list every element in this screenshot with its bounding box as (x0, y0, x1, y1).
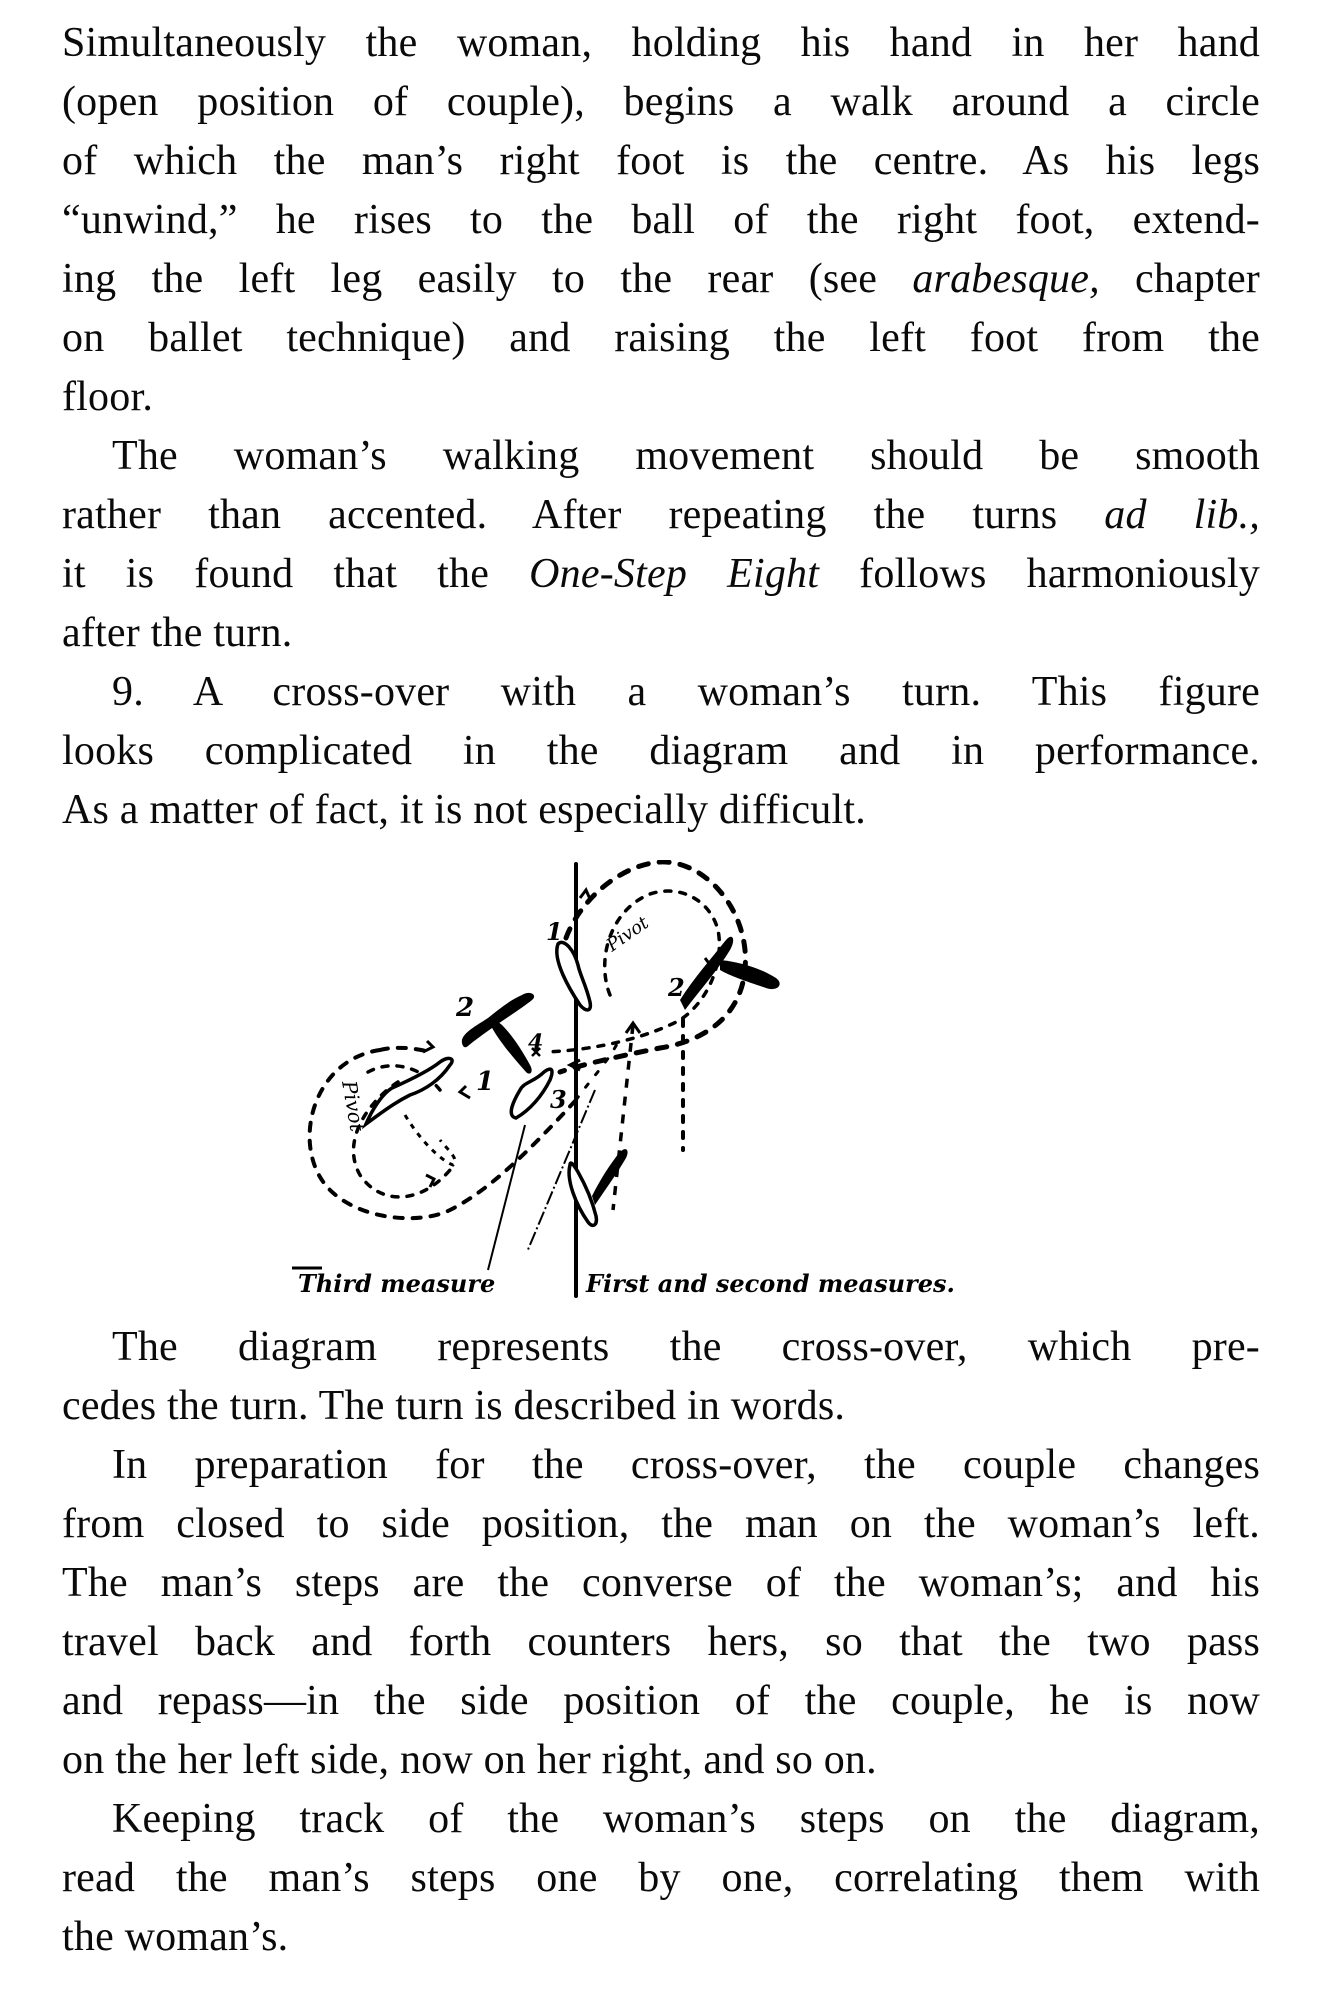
text-block-top (62, 14, 1260, 840)
first-second-measures-group (488, 862, 780, 1270)
footprint-step-2b-right (720, 960, 780, 989)
text-line: of which the man’s right foot is the centre. As his legs (62, 138, 1260, 184)
text-block-bottom (62, 1318, 1260, 1967)
footprint-start-outline (569, 1163, 596, 1225)
text-span: follows harmoniously (819, 551, 1260, 597)
text-line: Keeping track of the woman’s steps on the diagram, (112, 1796, 1260, 1842)
text-line: (open position of couple), begins a walk around a circle (62, 79, 1260, 125)
text-line: The woman’s walking movement should be smooth (112, 433, 1260, 479)
text-line: cedes the turn. The turn is described in words. (62, 1383, 846, 1429)
italic-term: arabesque, (912, 256, 1100, 302)
label-step-2-left: 2 (456, 993, 475, 1023)
text-span: chapter (1099, 256, 1260, 302)
outer-path-left-upper (380, 1048, 430, 1052)
diagram-svg (280, 860, 1080, 1310)
text-line: on the her left side, now on her right, and so on. (62, 1737, 877, 1783)
text-line: The man’s steps are the converse of the woman’s; and his (62, 1560, 1260, 1606)
label-pivot-right: Pivot (602, 912, 653, 957)
arrow-icon-left-b (460, 1086, 470, 1098)
italic-term: ad lib., (1104, 492, 1260, 538)
footprint-step-2-right (680, 937, 733, 1010)
text-line: 9. A cross-over with a woman’s turn. This figure (112, 669, 1260, 715)
caption-third-measure: Third measure (298, 1269, 496, 1298)
text-line: on ballet technique) and raising the left foot from the (62, 315, 1260, 361)
text-line: In preparation for the cross-over, the couple changes (112, 1442, 1260, 1488)
dance-step-diagram (280, 860, 1080, 1310)
text-line: Simultaneously the woman, holding his hand in her hand (62, 20, 1260, 66)
label-step-4-right: 4 (528, 1030, 544, 1056)
arrow-icon-left-a (423, 1041, 433, 1052)
footprint-step-3-right (511, 1069, 552, 1118)
text-line (62, 545, 1260, 604)
text-line (62, 250, 1260, 309)
text-line: after the turn. (62, 610, 293, 656)
caption-first-second-measures: First and second measures. (586, 1269, 955, 1298)
label-step-1-right: 1 (546, 917, 563, 946)
text-line: The diagram represents the cross-over, which pre- (112, 1324, 1260, 1370)
text-span: it is found that the (62, 551, 530, 597)
text-line (62, 486, 1260, 545)
arrow-icon-right-c (580, 890, 590, 899)
text-line: read the man’s steps one by one, correlating them with (62, 1855, 1260, 1901)
label-step-3-right: 3 (550, 1085, 567, 1114)
swirl-path-left (405, 1115, 455, 1165)
leader-line-1 (488, 1125, 525, 1270)
text-span: rather than accented. After repeating the turns (62, 492, 1105, 538)
text-span: ing the left leg easily to the rear (see (62, 256, 913, 302)
dash-line-1 (613, 1025, 633, 1210)
text-line: “unwind,” he rises to the ball of the right foot, extend- (62, 197, 1260, 243)
text-line: from closed to side position, the man on the woman’s left. (62, 1501, 1260, 1547)
footprint-step-1-right (557, 942, 591, 1010)
text-line: travel back and forth counters hers, so that the two pass (62, 1619, 1260, 1665)
text-line: floor. (62, 374, 154, 420)
text-line: and repass—in the side position of the couple, he is now (62, 1678, 1260, 1724)
footprint-start-black (592, 1149, 628, 1205)
label-step-1-left: 1 (476, 1067, 495, 1097)
italic-term: One-Step Eight (529, 551, 820, 597)
label-pivot-left: Pivot (337, 1078, 370, 1134)
footprint-step-4-right (490, 1020, 532, 1073)
text-line: the woman’s. (62, 1914, 289, 1960)
text-line: looks complicated in the diagram and in performance. (62, 728, 1260, 774)
text-line: As a matter of fact, it is not especially difficult. (62, 787, 866, 833)
label-step-2-right: 2 (668, 973, 685, 1002)
